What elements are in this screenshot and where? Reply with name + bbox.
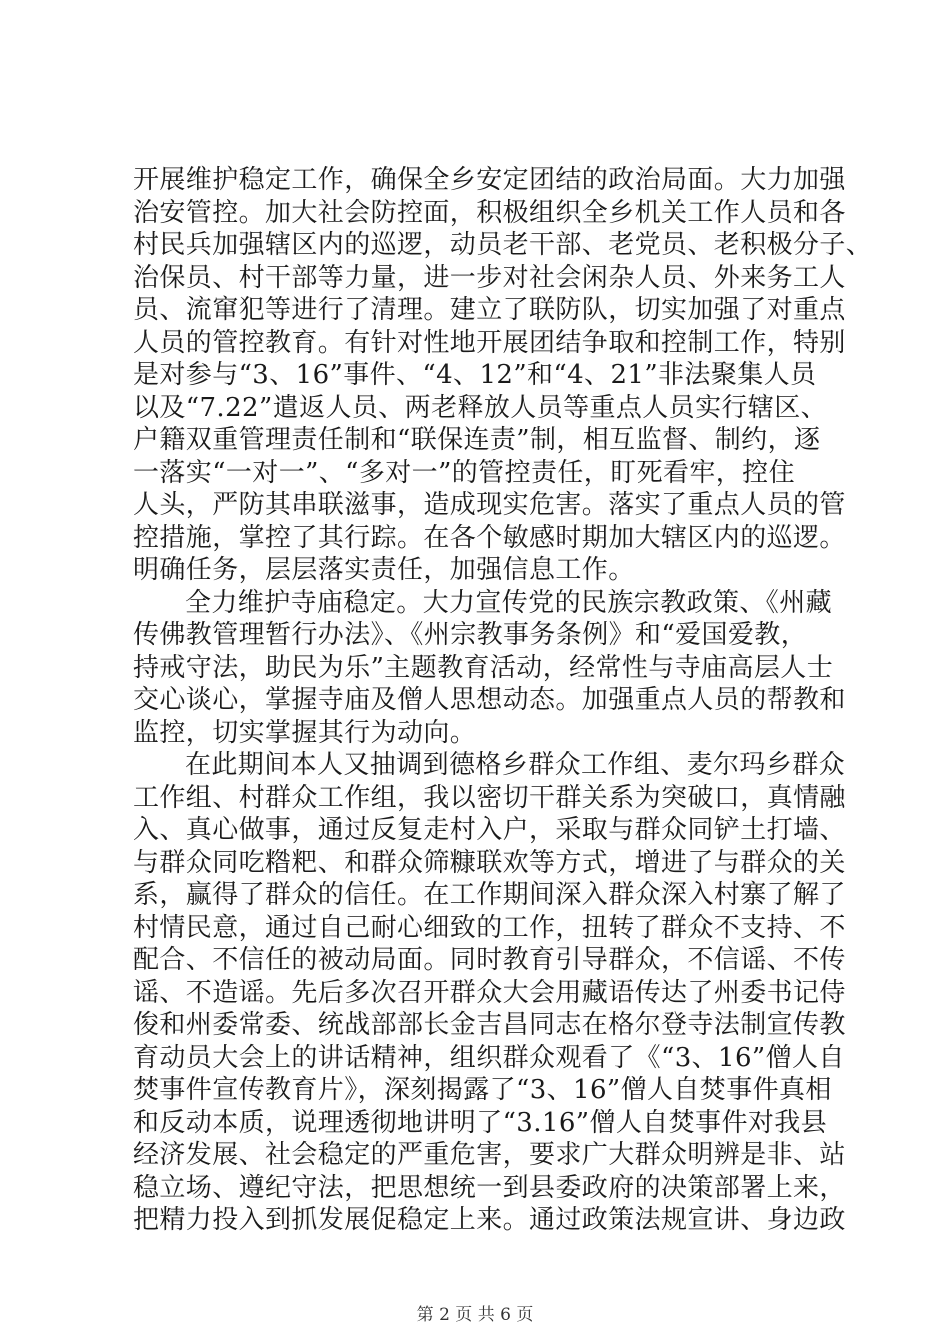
text-line: 监控，切实掌握其行为动向。 (133, 717, 477, 748)
text-line: 工作组、村群众工作组，我以密切干群关系为突破口，真情融 (133, 782, 846, 813)
text-line: 户籍双重管理责任制和“联保连责”制，相互监督、制约，逐 (133, 425, 821, 455)
text-line: 谣、不造谣。先后多次召开群众大会用藏语传达了州委书记侍 (133, 977, 846, 1008)
text-line: 村民兵加强辖区内的巡逻，动员老干部、老党员、老积极分子、 (133, 230, 873, 260)
text-line: 以及“7.22”遣返人员、两老释放人员等重点人员实行辖区、 (133, 392, 828, 423)
paragraph-first-line: 在此期间本人又抽调到德格乡群众工作组、麦尔玛乡群众 (185, 750, 846, 780)
text-line: 把精力投入到抓发展促稳定上来。通过政策法规宣讲、身边政 (133, 1205, 846, 1235)
text-line: 治安管控。加大社会防控面，积极组织全乡机关工作人员和各 (133, 197, 846, 228)
text-line: 人员的管控教育。有针对性地开展团结争取和控制工作，特别 (133, 327, 846, 358)
text-line: 治保员、村干部等力量，进一步对社会闲杂人员、外来务工人 (133, 262, 846, 293)
text-line: 村情民意，通过自己耐心细致的工作，扭转了群众不支持、不 (133, 912, 846, 943)
text-line: 与群众同吃糌粑、和群众筛糠联欢等方式，增进了与群众的关 (133, 847, 846, 878)
text-line: 入、真心做事，通过反复走村入户，采取与群众同铲土打墙、 (133, 815, 846, 845)
text-line: 一落实“一对一”、“多对一”的管控责任，盯死看牢，控住 (133, 457, 795, 488)
text-line: 员、流窜犯等进行了清理。建立了联防队，切实加强了对重点 (133, 295, 846, 325)
paragraph-first-line: 全力维护寺庙稳定。大力宣传党的民族宗教政策、《州藏 (185, 587, 833, 618)
text-line: 和反动本质，说理透彻地讲明了“3.16”僧人自焚事件对我县 (133, 1107, 828, 1138)
text-line: 育动员大会上的讲话精神，组织群众观看了《“3、16”僧人自 (133, 1042, 845, 1073)
page-number-footer: 第 2 页 共 6 页 (416, 1305, 534, 1325)
text-line: 传佛教管理暂行办法》、《州宗教事务条例》和“爱国爱教， (133, 620, 808, 650)
text-line: 持戒守法，助民为乐”主题教育活动，经常性与寺庙高层人士 (133, 652, 834, 683)
text-line: 开展维护稳定工作，确保全乡安定团结的政治局面。大力加强 (133, 165, 846, 195)
text-line: 是对参与“3、16”事件、“4、12”和“4、21”非法聚集人员 (133, 360, 817, 390)
text-line: 系，赢得了群众的信任。在工作期间深入群众深入村寨了解了 (133, 880, 846, 910)
text-line: 稳立场、遵纪守法，把思想统一到县委政府的决策部署上来， (133, 1172, 846, 1203)
text-line: 交心谈心，掌握寺庙及僧人思想动态。加强重点人员的帮教和 (133, 685, 846, 715)
text-line: 配合、不信任的被动局面。同时教育引导群众，不信谣、不传 (133, 945, 846, 975)
text-line: 控措施，掌控了其行踪。在各个敏感时期加大辖区内的巡逻。 (133, 522, 846, 553)
text-line: 俊和州委常委、统战部部长金吉昌同志在格尔登寺法制宣传教 (133, 1010, 846, 1040)
text-line: 焚事件宣传教育片》，深刻揭露了“3、16”僧人自焚事件真相 (133, 1075, 832, 1105)
text-line: 人头，严防其串联滋事，造成现实危害。落实了重点人员的管 (133, 490, 846, 520)
text-line: 经济发展、社会稳定的严重危害，要求广大群众明辨是非、站 (133, 1140, 846, 1170)
body-text (133, 164, 873, 1237)
text-line: 明确任务，层层落实责任，加强信息工作。 (133, 555, 635, 585)
